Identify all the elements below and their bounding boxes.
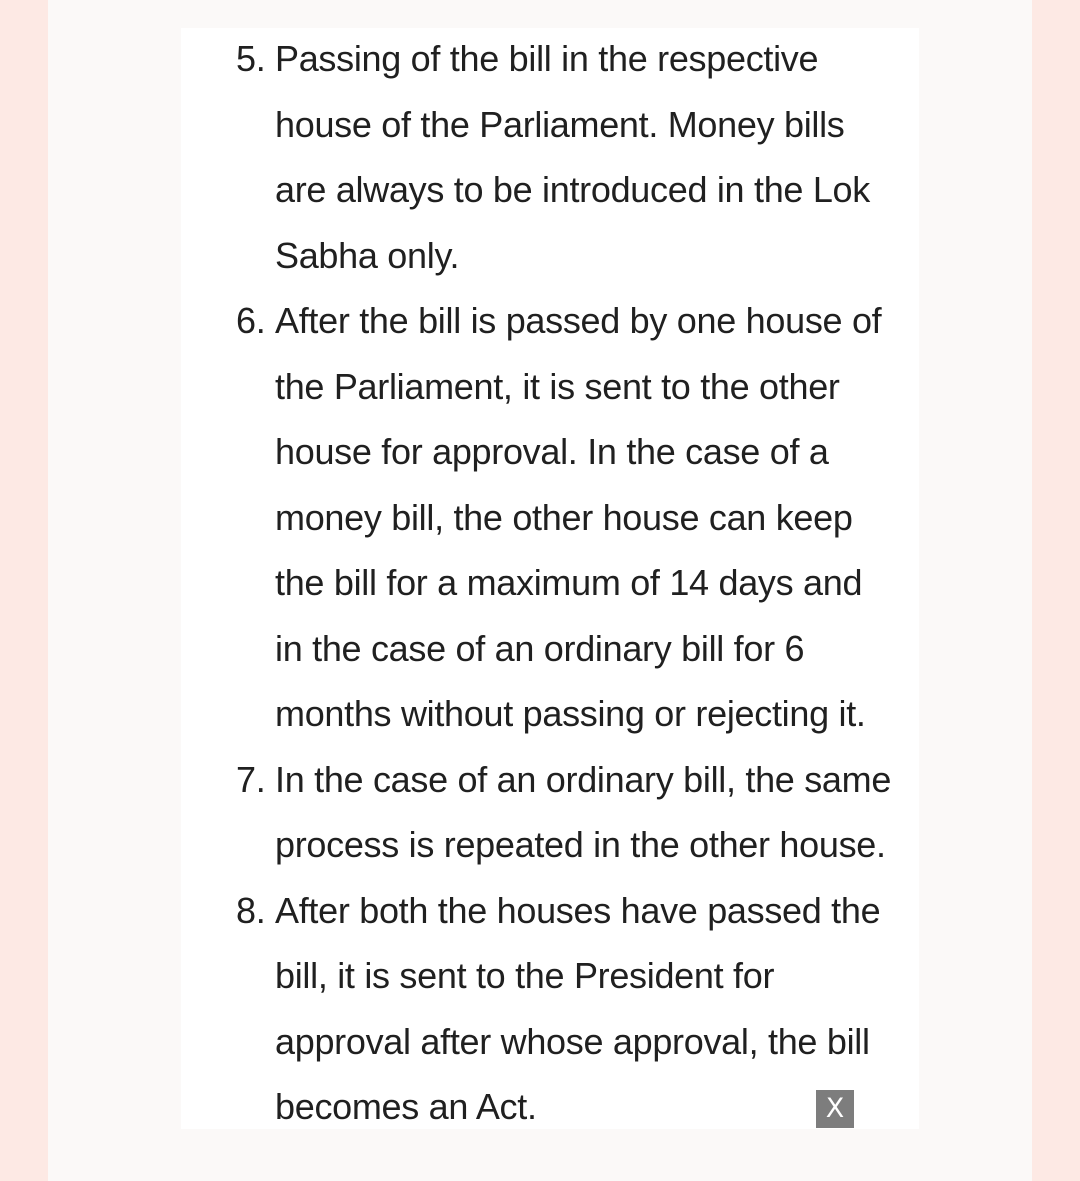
- step-text-line: the bill for a maximum of 14 days and: [275, 562, 863, 603]
- step-number: 7.: [236, 758, 266, 800]
- step-item-5: [236, 26, 896, 288]
- step-text-line: process is repeated in the other house.: [275, 824, 886, 865]
- step-text-line: Sabha only.: [275, 234, 460, 276]
- step-number: 8.: [236, 889, 266, 931]
- step-text-line: After both the houses have passed the: [275, 889, 881, 931]
- step-number: 5.: [236, 38, 266, 79]
- step-text-line: bill, it is sent to the President for: [275, 955, 775, 996]
- step-text-line: house for approval. In the case of a: [275, 431, 829, 472]
- step-text-line: are always to be introduced in the Lok: [275, 169, 870, 210]
- step-text-line: the Parliament, it is sent to the other: [275, 365, 840, 407]
- step-text-line: After the bill is passed by one house of: [275, 300, 882, 341]
- close-ad-button[interactable]: X: [816, 1090, 854, 1128]
- step-text-line: house of the Parliament. Money bills: [275, 103, 845, 145]
- steps-list: [236, 26, 896, 1140]
- step-item-6: [236, 288, 896, 747]
- step-item-7: [236, 747, 896, 878]
- step-text-line: Passing of the bill in the respective: [275, 38, 819, 79]
- step-text-line: becomes an Act.: [275, 1086, 537, 1127]
- step-text-line: approval after whose approval, the bill: [275, 1020, 870, 1062]
- step-text-line: in the case of an ordinary bill for 6: [275, 627, 805, 669]
- step-text-line: months without passing or rejecting it.: [275, 693, 866, 734]
- step-number: 6.: [236, 300, 266, 341]
- step-text-line: money bill, the other house can keep: [275, 496, 853, 538]
- step-item-8: [236, 878, 896, 1140]
- step-text-line: In the case of an ordinary bill, the same: [275, 758, 892, 800]
